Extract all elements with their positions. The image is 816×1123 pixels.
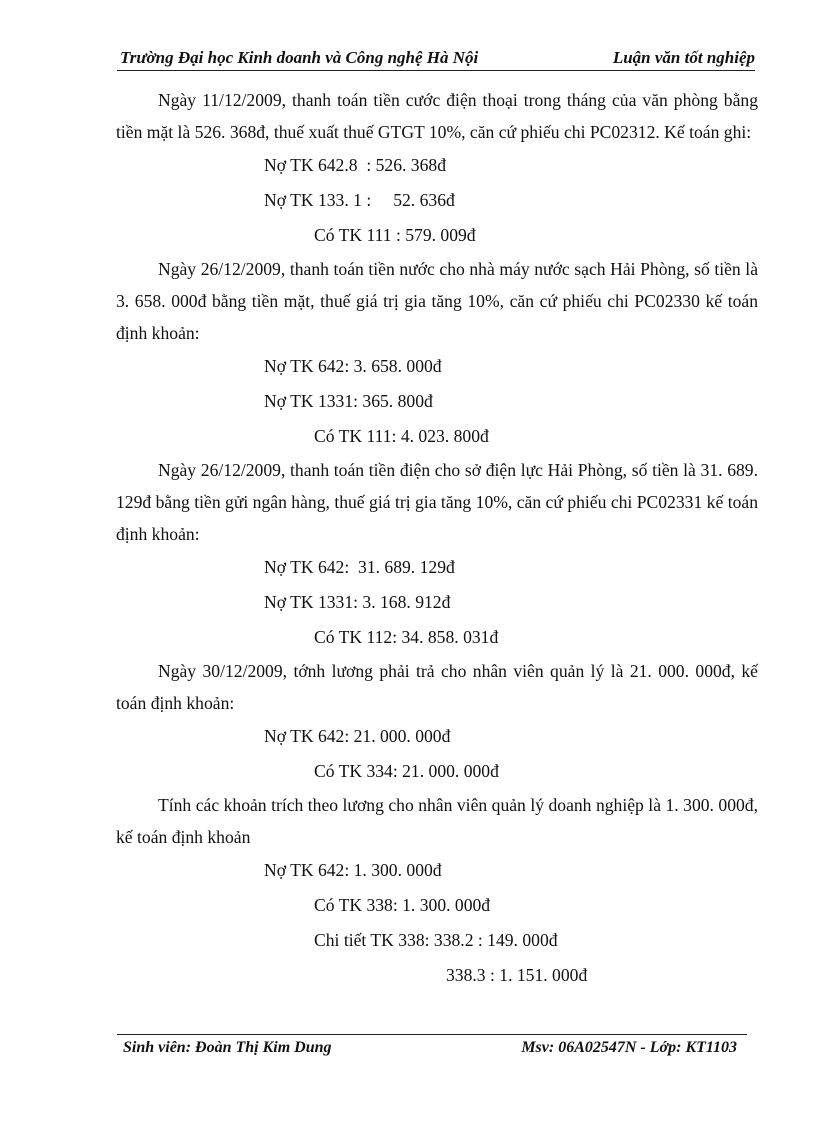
paragraph-salary-deductions: Tính các khoản trích theo lương cho nhân viên quản lý doanh nghiệp là 1. 300. 000đ, kế toán định khoản bbox=[116, 795, 758, 847]
journal-entry-debit: Nợ TK 133. 1 : 52. 636đ bbox=[264, 190, 455, 210]
page-header bbox=[117, 46, 755, 71]
paragraph-salary-expense: Ngày 30/12/2009, tớnh lương phải trả cho nhân viên quản lý là 21. 000. 000đ, kế toán định khoản: bbox=[116, 661, 758, 713]
journal-entry-debit: Nợ TK 642: 3. 658. 000đ bbox=[264, 356, 442, 376]
paragraph-phone-expense: Ngày 11/12/2009, thanh toán tiền cước điện thoại trong tháng của văn phòng bằng tiền mặt là 526. 368đ, thuế xuất thuế GTGT 10%, căn cứ phiếu chi PC02312. Kế toán ghi: bbox=[116, 90, 758, 142]
journal-entry-debit: Nợ TK 642: 21. 000. 000đ bbox=[264, 726, 451, 746]
page-footer bbox=[117, 1034, 747, 1061]
paragraph-electricity-expense: Ngày 26/12/2009, thanh toán tiền điện cho sở điện lực Hải Phòng, số tiền là 31. 689. 129đ bằng tiền gửi ngân hàng, thuế giá trị gia tăng 10%, căn cứ phiếu chi PC02331 kế toán định khoản: bbox=[116, 460, 758, 544]
journal-entry-credit: Có TK 112: 34. 858. 031đ bbox=[314, 627, 499, 647]
journal-entry-credit: Có TK 338: 1. 300. 000đ bbox=[314, 895, 491, 915]
journal-entry-detail: 338.3 : 1. 151. 000đ bbox=[446, 965, 588, 985]
journal-entry-debit: Nợ TK 1331: 3. 168. 912đ bbox=[264, 592, 451, 612]
journal-entry-debit: Nợ TK 642.8 : 526. 368đ bbox=[264, 155, 446, 175]
journal-entry-debit: Nợ TK 642: 1. 300. 000đ bbox=[264, 860, 442, 880]
footer-student-id-class: Msv: 06A02547N - Lớp: KT1103 bbox=[521, 1039, 737, 1056]
footer-student-name: Sinh viên: Đoàn Thị Kim Dung bbox=[123, 1039, 332, 1056]
journal-entry-credit: Có TK 111: 4. 023. 800đ bbox=[314, 426, 489, 446]
journal-entry-detail: Chi tiết TK 338: 338.2 : 149. 000đ bbox=[314, 930, 558, 950]
header-school-name: Trường Đại học Kinh doanh và Công nghệ Hà Nội bbox=[120, 48, 479, 67]
paragraph-water-expense: Ngày 26/12/2009, thanh toán tiền nước cho nhà máy nước sạch Hải Phòng, số tiền là 3. 658. 000đ bằng tiền mặt, thuế giá trị gia tăng 10%, căn cứ phiếu chi PC02330 kế toán định khoản: bbox=[116, 259, 758, 343]
journal-entry-debit: Nợ TK 642: 31. 689. 129đ bbox=[264, 557, 455, 577]
header-document-type: Luận văn tốt nghiệp bbox=[612, 48, 755, 67]
document-body bbox=[116, 84, 758, 993]
journal-entry-credit: Có TK 111 : 579. 009đ bbox=[314, 225, 476, 245]
journal-entry-credit: Có TK 334: 21. 000. 000đ bbox=[314, 761, 499, 781]
journal-entry-debit: Nợ TK 1331: 365. 800đ bbox=[264, 391, 433, 411]
